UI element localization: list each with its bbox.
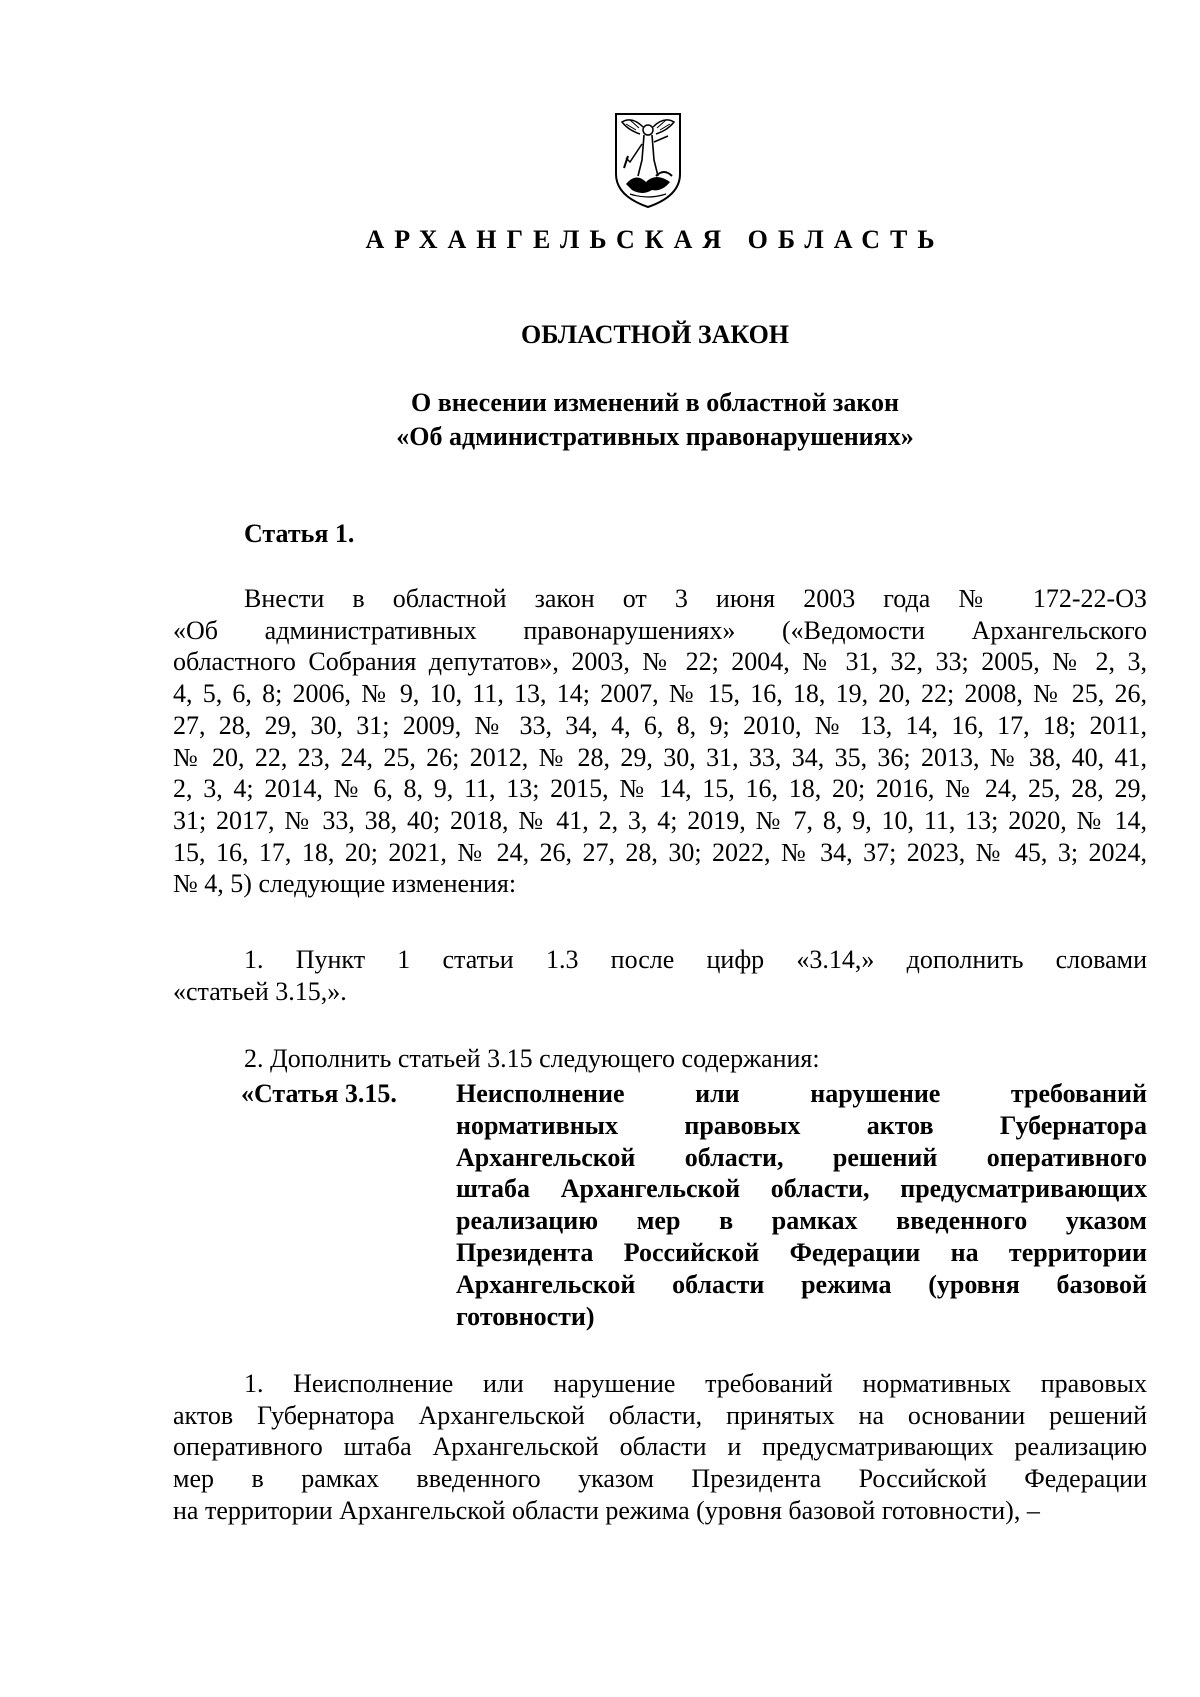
law-title: [0, 386, 1200, 454]
paragraph-line: оперативного штаба Архангельской области и предусматривающих реализацию: [173, 1432, 1147, 1462]
title-line: Архангельской области режима (уровня базовой: [456, 1269, 1147, 1299]
paragraph-line: Внести в областной закон от 3 июня 2003 года № 172-22-ОЗ: [244, 584, 1147, 613]
law-title-line: О внесении изменений в областной закон: [410, 388, 900, 417]
paragraph-line: мер в рамках введенного указом Президента Российской Федерации: [173, 1464, 1147, 1494]
paragraph-line: № 4, 5) следующие изменения:: [173, 869, 517, 899]
amendment-item-2: [173, 1043, 1147, 1075]
title-line: реализацию мер в рамках введенного указом: [456, 1206, 1147, 1236]
paragraph-line: «Об административных правонарушениях» («Ведомости Архангельского: [173, 615, 1147, 645]
paragraph-line: 27, 28, 29, 30, 31; 2009, № 33, 34, 4, 6, 8, 9; 2010, № 13, 14, 16, 17, 18; 2011,: [173, 710, 1147, 740]
new-article-paragraph-1: [173, 1368, 1147, 1527]
new-article-label: «Статья 3.15.: [241, 1079, 397, 1108]
paragraph-line: актов Губернатора Архангельской области, принятых на основании решений: [173, 1400, 1147, 1430]
law-title-line: «Об административных правонарушениях»: [396, 422, 914, 451]
paragraph-line: на территории Архангельской области режима (уровня базовой готовности), –: [173, 1495, 1040, 1525]
paragraph-line: 1. Неисполнение или нарушение требований нормативных правовых: [244, 1369, 1147, 1398]
paragraph-line: № 20, 22, 23, 24, 25, 26; 2012, № 28, 29, 30, 31, 33, 34, 35, 36; 2013, № 38, 40, 41,: [173, 742, 1147, 772]
paragraph-line: «статьей 3.15,».: [173, 976, 347, 1006]
paragraph-line: 1. Пункт 1 статьи 1.3 после цифр «3.14,» дополнить словами: [244, 945, 1147, 974]
paragraph-line: 2. Дополнить статьей 3.15 следующего содержания:: [244, 1044, 820, 1073]
paragraph-line: 15, 16, 17, 18, 20; 2021, № 24, 26, 27, 28, 30; 2022, № 34, 37; 2023, № 45, 3; 2024,: [173, 837, 1147, 867]
amendment-item-1: [173, 944, 1147, 1007]
arkhangelsk-coat-of-arms-icon: [612, 110, 684, 210]
paragraph-line: 31; 2017, № 33, 38, 40; 2018, № 41, 2, 3, 4; 2019, № 7, 8, 9, 10, 11, 13; 2020, № 14,: [173, 805, 1147, 835]
title-line: Неисполнение или нарушение требований: [456, 1079, 1147, 1108]
title-line: штаба Архангельской области, предусматривающих: [456, 1174, 1147, 1204]
paragraph-line: областного Собрания депутатов», 2003, № 22; 2004, № 31, 32, 33; 2005, № 2, 3,: [173, 647, 1147, 677]
document-type: ОБЛАСТНОЙ ЗАКОН: [520, 320, 790, 349]
title-line: Президента Российской Федерации на территории: [456, 1237, 1147, 1267]
region-name: АРХАНГЕЛЬСКАЯ ОБЛАСТЬ: [365, 225, 945, 254]
title-line: готовности): [456, 1301, 595, 1331]
paragraph-line: 2, 3, 4; 2014, № 6, 8, 9, 11, 13; 2015, № 14, 15, 16, 18, 20; 2016, № 24, 25, 28, 29,: [173, 774, 1147, 804]
article-heading: Статья 1.: [244, 519, 355, 548]
title-line: нормативных правовых актов Губернатора: [456, 1110, 1147, 1140]
intro-paragraph: [173, 583, 1147, 900]
paragraph-line: 4, 5, 6, 8; 2006, № 9, 10, 11, 13, 14; 2007, № 15, 16, 18, 19, 20, 22; 2008, № 25, 26,: [173, 679, 1147, 709]
new-article-title: [456, 1078, 1147, 1332]
title-line: Архангельской области, решений оперативного: [456, 1142, 1147, 1172]
